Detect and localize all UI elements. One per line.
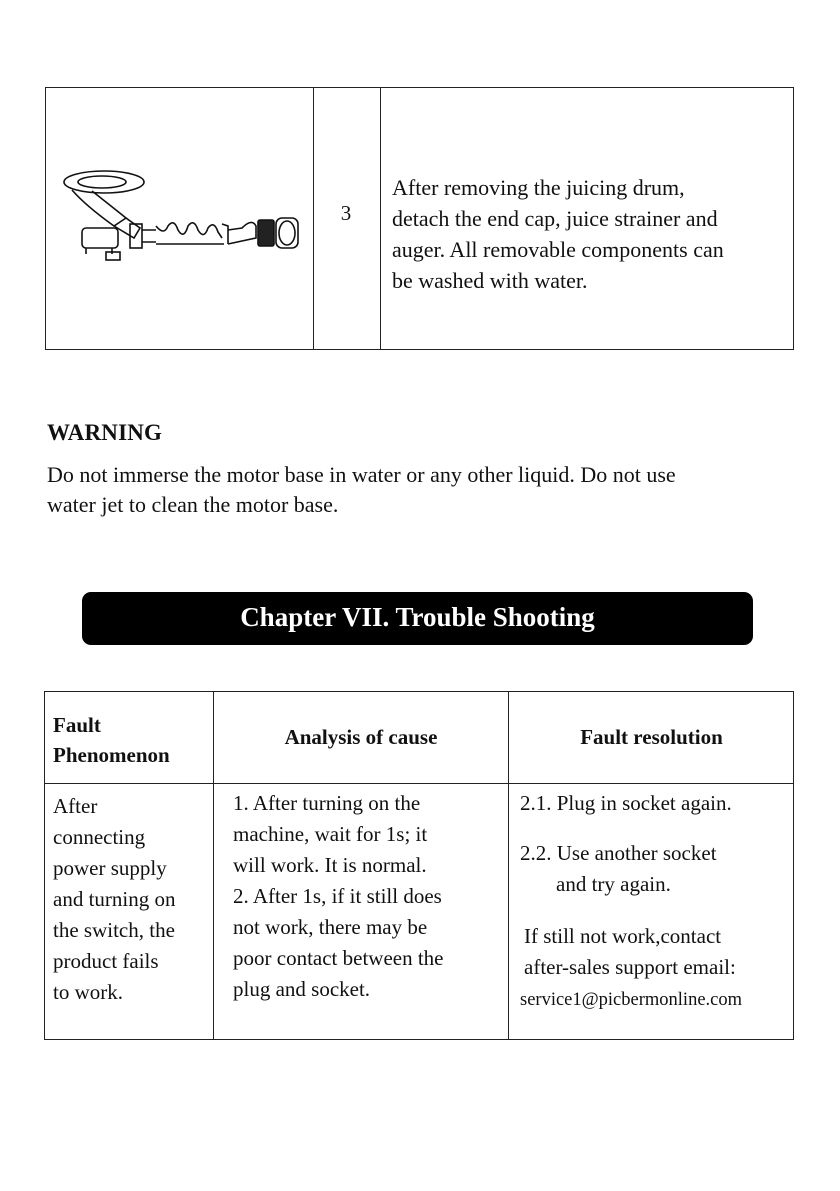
chapter-heading: Chapter VII. Trouble Shooting bbox=[82, 592, 753, 645]
column-divider bbox=[313, 88, 314, 349]
resolution-step-1: 2.1. Plug in socket again. bbox=[520, 791, 732, 815]
resolution-step-2: 2.2. Use another socket bbox=[520, 841, 717, 865]
step-description bbox=[392, 172, 782, 296]
contact-line: If still not work,contact bbox=[524, 924, 722, 948]
header-divider bbox=[45, 783, 793, 784]
step-line: auger. All removable components can bbox=[392, 237, 724, 262]
warning-line: Do not immerse the motor base in water or any other liquid. Do not use bbox=[47, 462, 676, 487]
warning-text bbox=[47, 460, 807, 520]
step-line: After removing the juicing drum, bbox=[392, 175, 685, 200]
resolution-cell bbox=[520, 788, 790, 1016]
step-line: detach the end cap, juice strainer and bbox=[392, 206, 718, 231]
contact-line: after-sales support email: bbox=[524, 955, 736, 979]
warning-line: water jet to clean the motor base. bbox=[47, 492, 339, 517]
step-line: be washed with water. bbox=[392, 268, 588, 293]
step-number: 3 bbox=[340, 201, 352, 225]
column-divider bbox=[380, 88, 381, 349]
warning-title: WARNING bbox=[47, 420, 163, 445]
resolution-step-2-cont: and try again. bbox=[556, 872, 671, 896]
support-email[interactable]: service1@picbermonline.com bbox=[520, 990, 742, 1010]
header-analysis-of-cause: Analysis of cause bbox=[284, 725, 438, 749]
header-fault-resolution: Fault resolution bbox=[580, 725, 723, 749]
analysis-cell: 1. After turning on the machine, wait for 1s; it will work. It is normal. 2. After 1s, if it still does not work, there may be poor contact between the plug and socket. bbox=[233, 791, 444, 1001]
troubleshooting-table bbox=[44, 691, 794, 1040]
fault-phenomenon-cell: After connecting power supply and turning on the switch, the product fails to work. bbox=[53, 794, 176, 1004]
header-fault-phenomenon: Fault Phenomenon bbox=[53, 713, 170, 767]
juicer-disassembly-illustration bbox=[56, 166, 306, 261]
cleaning-step-table bbox=[45, 87, 794, 350]
